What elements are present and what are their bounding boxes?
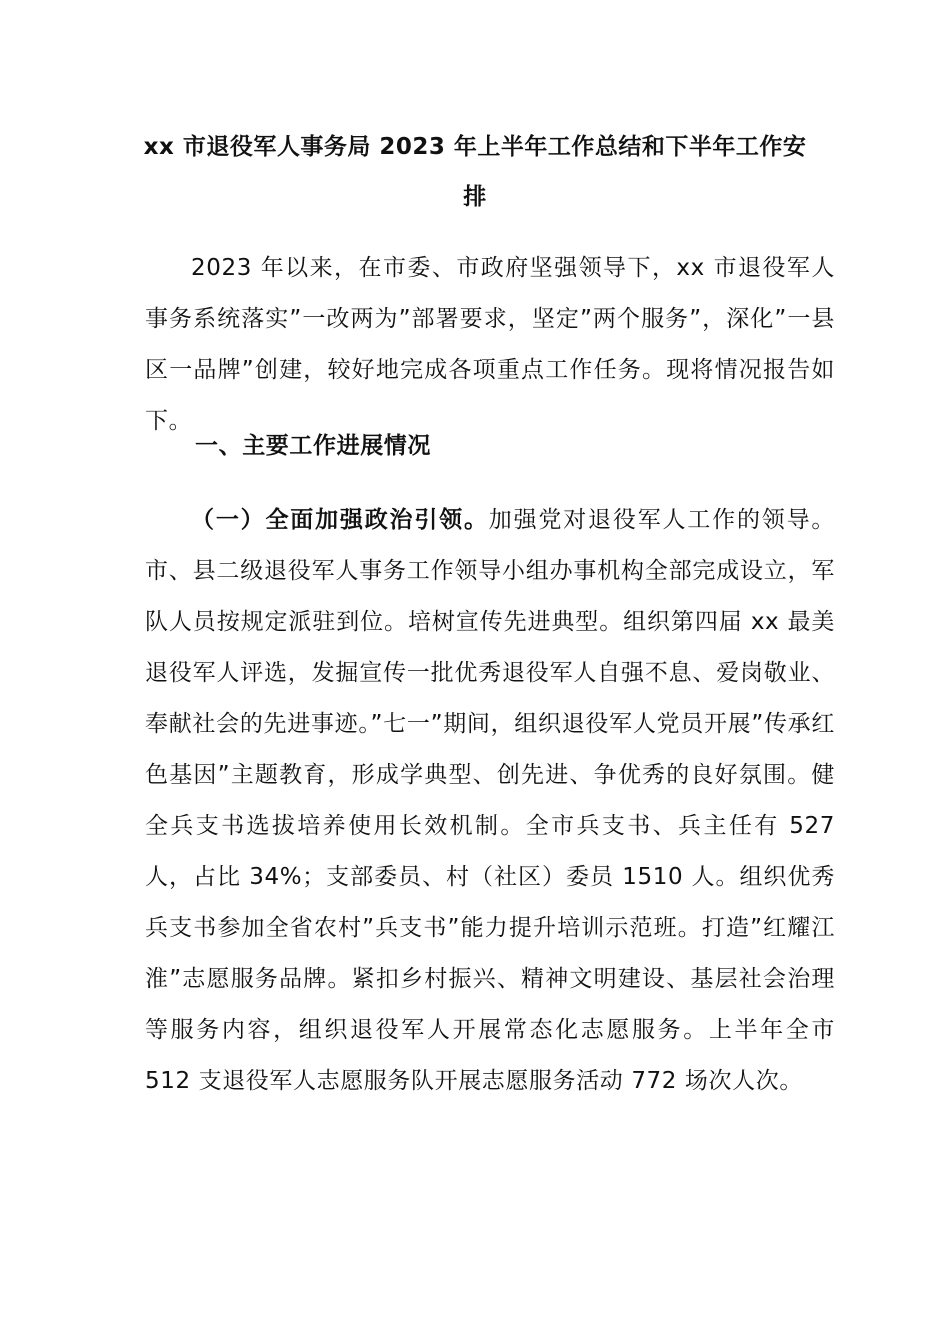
subsection-lead: （一）全面加强政治引领。	[191, 507, 489, 533]
subsection-text: 加强党对退役军人工作的领导。市、县二级退役军人事务工作领导小组办事机构全部完成设立，军队人员按规定派驻到位。培树宣传先进典型。组织第四届 xx 最美退役军人评选，发掘宣传一批优秀退役军人自强不息、爱岗敬业、奉献社会的先进事迹。”七一”期间，组织退役军人党员开展”传承红色基因”主题教育，形成学典型、创先进、争优秀的良好氛围。健全兵支书选拔培养使用长效机制。全市兵支书、兵主任有 527 人，占比 34%；支部委员、村（社区）委员 1510 人。组织优秀兵支书参加全省农村”兵支书”能力提升培训示范班。打造”红耀江淮”志愿服务品牌。紧扣乡村振兴、精神文明建设、基层社会治理等服务内容，组织退役军人开展常态化志愿服务。上半年全市 512 支退役军人志愿服务队开展志愿服务活动 772 场次人次。	[145, 507, 835, 1094]
section-heading: 一、主要工作进展情况	[195, 433, 431, 459]
subsection-paragraph	[145, 495, 835, 1107]
intro-paragraph: 2023 年以来，在市委、市政府坚强领导下，xx 市退役军人事务系统落实”一改两为”部署要求，坚定”两个服务”，深化”一县区一品牌”创建，较好地完成各项重点工作任务。现将情况报告如下。	[145, 255, 835, 434]
document-title: xx 市退役军人事务局 2023 年上半年工作总结和下半年工作安排	[143, 134, 807, 210]
